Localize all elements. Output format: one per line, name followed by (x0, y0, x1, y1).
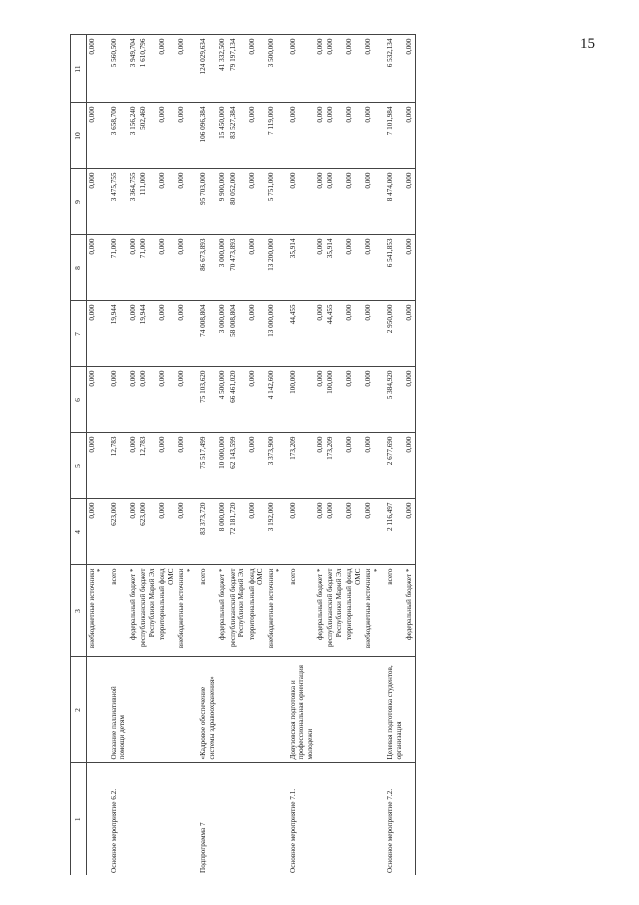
value-cell: 2 950,000 (382, 301, 404, 367)
value-cell: 0,000 (176, 499, 195, 565)
table-row (363, 35, 382, 875)
table-row (106, 35, 128, 875)
value-cell: 0,000 (176, 103, 195, 169)
value-cell: 0,000 (247, 301, 266, 367)
value-cell: 83 527,384 (228, 103, 247, 169)
value-cell: 0,000 (315, 35, 325, 103)
funding-source-cell: внебюджетные источники * (363, 565, 382, 657)
column-header: 1 (71, 763, 87, 875)
value-cell: 0,000 (86, 367, 105, 433)
value-cell: 0,000 (176, 35, 195, 103)
funding-source-cell: всего (195, 565, 217, 657)
measure-title-cell (315, 657, 325, 763)
value-cell: 0,000 (344, 499, 363, 565)
value-cell: 3 475,755 (106, 169, 128, 235)
column-header: 6 (71, 367, 87, 433)
value-cell: 5 384,920 (382, 367, 404, 433)
value-cell: 80 052,000 (228, 169, 247, 235)
value-cell: 58 008,804 (228, 301, 247, 367)
measure-title-cell (228, 657, 247, 763)
measure-name-cell (86, 763, 105, 875)
funding-source-cell: территориальный фонд ОМС (247, 565, 266, 657)
table-row (157, 35, 176, 875)
measure-name-cell (157, 763, 176, 875)
value-cell: 1 610,796 (138, 35, 157, 103)
value-cell: 0,000 (404, 499, 415, 565)
value-cell: 0,000 (315, 499, 325, 565)
measure-name-cell (217, 763, 227, 875)
value-cell: 0,000 (247, 35, 266, 103)
measure-name-cell: Основное мероприятие 7.1. (285, 763, 315, 875)
value-cell: 0,000 (363, 169, 382, 235)
value-cell: 0,000 (138, 367, 157, 433)
value-cell: 3 373,900 (266, 433, 285, 499)
value-cell: 0,000 (344, 433, 363, 499)
value-cell: 0,000 (285, 35, 315, 103)
measure-title-cell (247, 657, 266, 763)
value-cell: 124 029,634 (195, 35, 217, 103)
measure-title-cell: Целевая подготовка студентов, организация (382, 657, 404, 763)
measure-name-cell (315, 763, 325, 875)
table-row (247, 35, 266, 875)
table-row (217, 35, 227, 875)
value-cell: 4 500,000 (217, 367, 227, 433)
column-header: 8 (71, 235, 87, 301)
measure-title-cell (325, 657, 344, 763)
funding-source-cell: всего (382, 565, 404, 657)
measure-title-cell: Довузовская подготовка и профессиональная ориентация молодежи (285, 657, 315, 763)
value-cell: 0,000 (86, 499, 105, 565)
value-cell: 95 703,000 (195, 169, 217, 235)
table-row (285, 35, 315, 875)
measure-title-cell (363, 657, 382, 763)
value-cell: 0,000 (325, 35, 344, 103)
column-header: 10 (71, 103, 87, 169)
funding-source-cell: территориальный фонд ОМС (344, 565, 363, 657)
value-cell: 13 000,000 (266, 301, 285, 367)
value-cell: 0,000 (157, 499, 176, 565)
measure-name-cell (128, 763, 138, 875)
funding-source-cell: всего (285, 565, 315, 657)
value-cell: 0,000 (404, 433, 415, 499)
value-cell: 10 000,000 (217, 433, 227, 499)
measure-name-cell (138, 763, 157, 875)
value-cell: 0,000 (86, 301, 105, 367)
measure-title-cell (138, 657, 157, 763)
value-cell: 502,460 (138, 103, 157, 169)
value-cell: 35,914 (325, 235, 344, 301)
funding-source-cell: федеральный бюджет * (217, 565, 227, 657)
value-cell: 623,000 (138, 499, 157, 565)
value-cell: 0,000 (86, 103, 105, 169)
value-cell: 0,000 (325, 499, 344, 565)
value-cell: 3 949,704 (128, 35, 138, 103)
value-cell: 0,000 (344, 103, 363, 169)
value-cell: 0,000 (363, 103, 382, 169)
value-cell: 0,000 (344, 169, 363, 235)
measure-title-cell (157, 657, 176, 763)
measure-title-cell (217, 657, 227, 763)
value-cell: 79 197,134 (228, 35, 247, 103)
value-cell: 0,000 (325, 169, 344, 235)
value-cell: 0,000 (128, 433, 138, 499)
column-header: 7 (71, 301, 87, 367)
value-cell: 3 000,000 (217, 235, 227, 301)
value-cell: 15 450,000 (217, 103, 227, 169)
value-cell: 3 000,000 (217, 301, 227, 367)
value-cell: 0,000 (128, 367, 138, 433)
measure-name-cell (228, 763, 247, 875)
measure-name-cell (344, 763, 363, 875)
value-cell: 0,000 (344, 367, 363, 433)
value-cell: 0,000 (157, 235, 176, 301)
table-row (382, 35, 404, 875)
table-row (128, 35, 138, 875)
measure-title-cell: «Кадровое обеспечение системы здравоохранения» (195, 657, 217, 763)
column-header: 9 (71, 169, 87, 235)
table-row (344, 35, 363, 875)
value-cell: 0,000 (344, 301, 363, 367)
value-cell: 0,000 (363, 35, 382, 103)
value-cell: 0,000 (247, 169, 266, 235)
value-cell: 0,000 (128, 499, 138, 565)
measure-name-cell: Подпрограмма 7 (195, 763, 217, 875)
measure-title-cell (404, 657, 415, 763)
value-cell: 4 142,600 (266, 367, 285, 433)
value-cell: 0,000 (128, 301, 138, 367)
measure-name-cell (176, 763, 195, 875)
value-cell: 3 364,755 (128, 169, 138, 235)
value-cell: 75 517,499 (195, 433, 217, 499)
column-header: 5 (71, 433, 87, 499)
value-cell: 19,944 (106, 301, 128, 367)
value-cell: 0,000 (363, 499, 382, 565)
funding-source-cell: внебюджетные источники * (266, 565, 285, 657)
column-header: 3 (71, 565, 87, 657)
value-cell: 2 116,497 (382, 499, 404, 565)
value-cell: 0,000 (404, 235, 415, 301)
value-cell: 0,000 (176, 169, 195, 235)
funding-source-cell: республиканский бюджет Республики Марий Эл (325, 565, 344, 657)
value-cell: 0,000 (157, 169, 176, 235)
value-cell: 12,783 (106, 433, 128, 499)
measure-title-cell (344, 657, 363, 763)
value-cell: 0,000 (315, 235, 325, 301)
value-cell: 0,000 (128, 235, 138, 301)
value-cell: 0,000 (315, 301, 325, 367)
value-cell: 7 119,000 (266, 103, 285, 169)
table-row (86, 35, 105, 875)
value-cell: 71,000 (106, 235, 128, 301)
value-cell: 0,000 (86, 433, 105, 499)
value-cell: 0,000 (86, 35, 105, 103)
value-cell: 0,000 (285, 103, 315, 169)
value-cell: 12,783 (138, 433, 157, 499)
table-body (86, 35, 415, 875)
measure-title-cell: Оказание паллиативной помощи детям (106, 657, 128, 763)
funding-source-cell: федеральный бюджет * (128, 565, 138, 657)
rotated-table-container (70, 35, 610, 875)
value-cell: 106 096,384 (195, 103, 217, 169)
table-row (228, 35, 247, 875)
value-cell: 71,000 (138, 235, 157, 301)
measure-name-cell: Основное мероприятие 6.2. (106, 763, 128, 875)
value-cell: 0,000 (247, 433, 266, 499)
measure-name-cell (404, 763, 415, 875)
value-cell: 0,000 (86, 169, 105, 235)
measure-name-cell (325, 763, 344, 875)
value-cell: 0,000 (404, 367, 415, 433)
value-cell: 6 532,134 (382, 35, 404, 103)
measure-title-cell (128, 657, 138, 763)
value-cell: 44,455 (285, 301, 315, 367)
funding-source-cell: внебюджетные источники * (86, 565, 105, 657)
value-cell: 0,000 (176, 301, 195, 367)
value-cell: 0,000 (404, 301, 415, 367)
value-cell: 35,914 (285, 235, 315, 301)
value-cell: 86 673,893 (195, 235, 217, 301)
value-cell: 6 541,853 (382, 235, 404, 301)
value-cell: 0,000 (315, 367, 325, 433)
value-cell: 111,000 (138, 169, 157, 235)
value-cell: 5 751,000 (266, 169, 285, 235)
value-cell: 3 192,000 (266, 499, 285, 565)
budget-table (70, 35, 416, 876)
value-cell: 0,000 (247, 499, 266, 565)
value-cell: 100,000 (325, 367, 344, 433)
value-cell: 0,000 (363, 433, 382, 499)
funding-source-cell: республиканский бюджет Республики Марий Эл (228, 565, 247, 657)
value-cell: 0,000 (315, 169, 325, 235)
value-cell: 0,000 (285, 499, 315, 565)
table-row (138, 35, 157, 875)
value-cell: 0,000 (315, 103, 325, 169)
value-cell: 0,000 (157, 35, 176, 103)
value-cell: 41 332,500 (217, 35, 227, 103)
value-cell: 0,000 (157, 433, 176, 499)
value-cell: 7 101,984 (382, 103, 404, 169)
value-cell: 0,000 (176, 367, 195, 433)
value-cell: 13 200,000 (266, 235, 285, 301)
value-cell: 0,000 (247, 235, 266, 301)
value-cell: 0,000 (176, 235, 195, 301)
value-cell: 0,000 (363, 367, 382, 433)
column-header: 4 (71, 499, 87, 565)
value-cell: 74 008,804 (195, 301, 217, 367)
value-cell: 8 000,000 (217, 499, 227, 565)
value-cell: 0,000 (176, 433, 195, 499)
value-cell: 0,000 (404, 103, 415, 169)
funding-source-cell: федеральный бюджет * (315, 565, 325, 657)
measure-title-cell (266, 657, 285, 763)
value-cell: 0,000 (247, 367, 266, 433)
value-cell: 100,000 (285, 367, 315, 433)
value-cell: 0,000 (315, 433, 325, 499)
funding-source-cell: внебюджетные источники * (176, 565, 195, 657)
value-cell: 62 143,599 (228, 433, 247, 499)
value-cell: 3 156,240 (128, 103, 138, 169)
value-cell: 70 473,893 (228, 235, 247, 301)
measure-name-cell (247, 763, 266, 875)
value-cell: 173,209 (325, 433, 344, 499)
value-cell: 3 658,700 (106, 103, 128, 169)
value-cell: 0,000 (157, 367, 176, 433)
table-row (404, 35, 415, 875)
value-cell: 0,000 (404, 169, 415, 235)
column-header: 2 (71, 657, 87, 763)
measure-name-cell (266, 763, 285, 875)
value-cell: 0,000 (285, 169, 315, 235)
value-cell: 19,944 (138, 301, 157, 367)
value-cell: 3 500,000 (266, 35, 285, 103)
value-cell: 75 103,620 (195, 367, 217, 433)
value-cell: 0,000 (404, 35, 415, 103)
value-cell: 5 560,500 (106, 35, 128, 103)
funding-source-cell: республиканский бюджет Республики Марий Эл (138, 565, 157, 657)
measure-name-cell: Основное мероприятие 7.2. (382, 763, 404, 875)
value-cell: 0,000 (325, 103, 344, 169)
table-row (266, 35, 285, 875)
funding-source-cell: федеральный бюджет * (404, 565, 415, 657)
measure-name-cell (363, 763, 382, 875)
value-cell: 66 461,020 (228, 367, 247, 433)
table-row (315, 35, 325, 875)
value-cell: 0,000 (157, 103, 176, 169)
value-cell: 0,000 (344, 35, 363, 103)
value-cell: 0,000 (106, 367, 128, 433)
table-row (195, 35, 217, 875)
value-cell: 0,000 (363, 235, 382, 301)
value-cell: 8 474,000 (382, 169, 404, 235)
value-cell: 44,455 (325, 301, 344, 367)
value-cell: 623,000 (106, 499, 128, 565)
column-header: 11 (71, 35, 87, 103)
table-row (176, 35, 195, 875)
measure-title-cell (86, 657, 105, 763)
value-cell: 72 181,720 (228, 499, 247, 565)
value-cell: 0,000 (344, 235, 363, 301)
value-cell: 0,000 (363, 301, 382, 367)
funding-source-cell: всего (106, 565, 128, 657)
value-cell: 9 900,000 (217, 169, 227, 235)
table-row (325, 35, 344, 875)
value-cell: 0,000 (157, 301, 176, 367)
value-cell: 83 373,720 (195, 499, 217, 565)
measure-title-cell (176, 657, 195, 763)
value-cell: 0,000 (247, 103, 266, 169)
value-cell: 2 677,690 (382, 433, 404, 499)
column-number-row (71, 35, 87, 875)
value-cell: 173,209 (285, 433, 315, 499)
value-cell: 0,000 (86, 235, 105, 301)
page-number: 15 (580, 36, 595, 52)
funding-source-cell: территориальный фонд ОМС (157, 565, 176, 657)
